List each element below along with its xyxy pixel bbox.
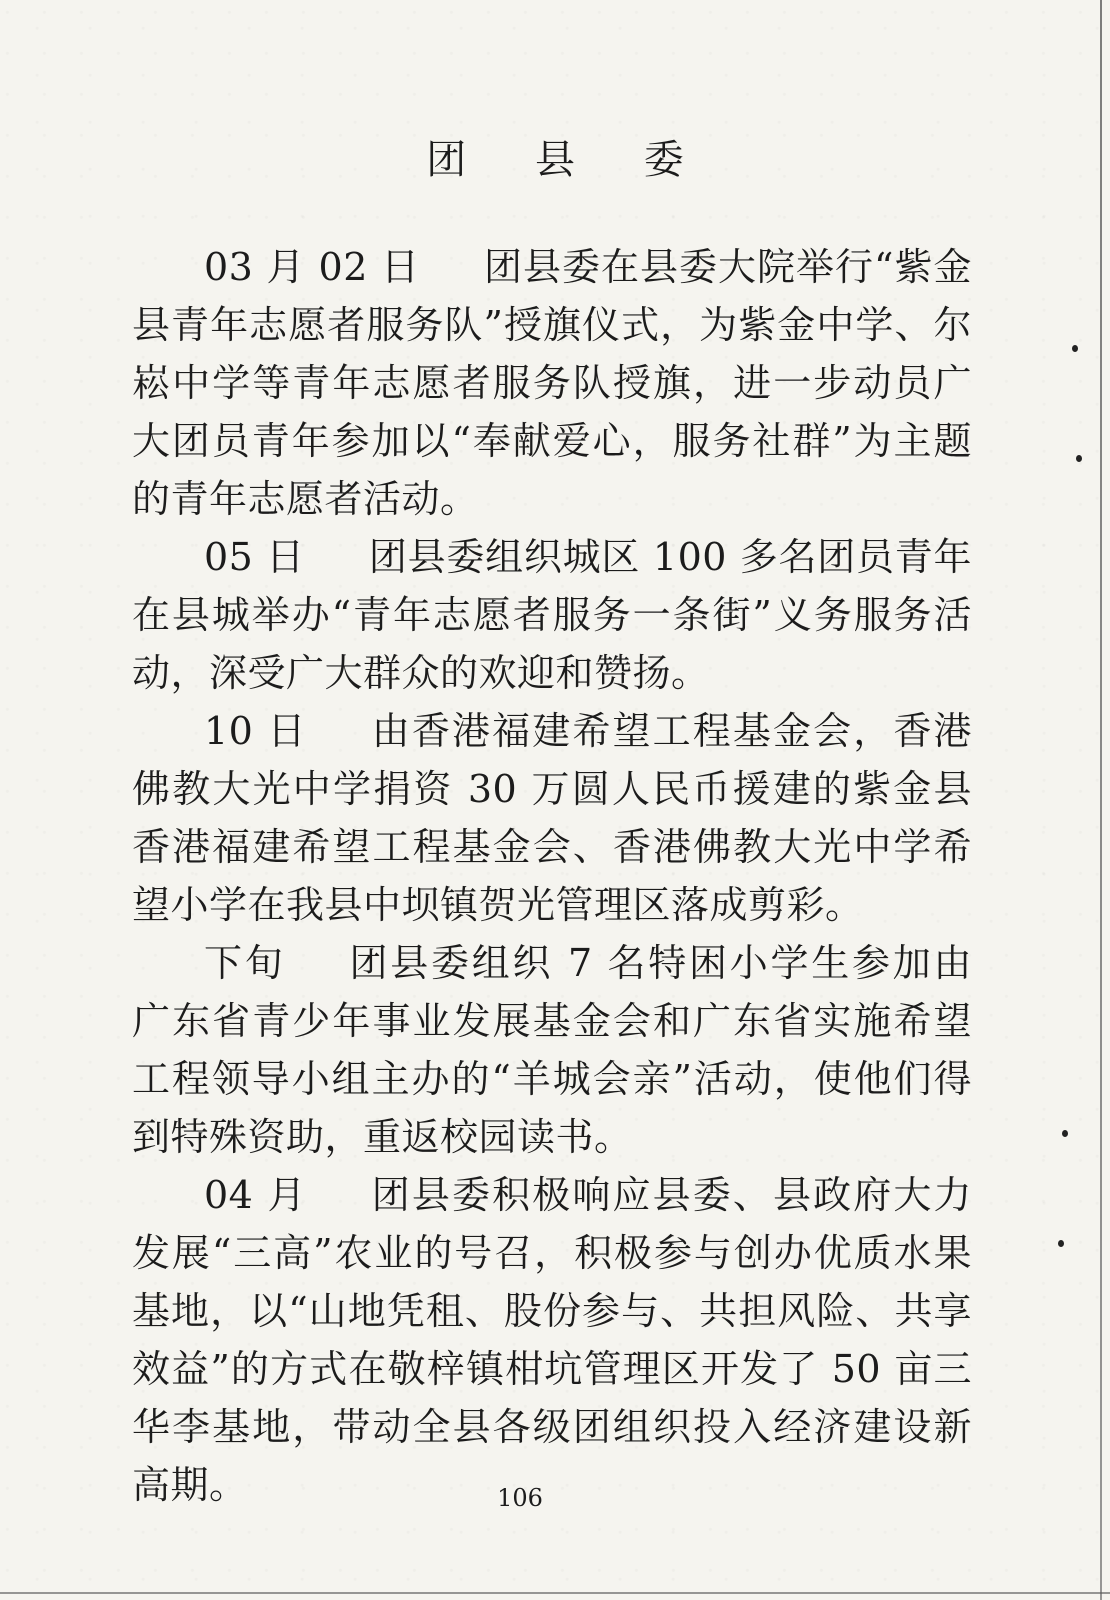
scan-speck <box>1072 345 1078 352</box>
chronicle-body <box>132 238 972 1514</box>
entry-1 <box>132 238 972 528</box>
entry-date: 下旬 <box>204 941 286 985</box>
entry-date: 05 日 <box>204 535 305 579</box>
entry-text: 由香港福建希望工程基金会，香港佛教大光中学捐资 30 万圆人民币援建的紫金县香港福建希望工程基金会、香港佛教大光中学希望小学在我县中坝镇贺光管理区落成剪彩。 <box>132 709 972 927</box>
scan-speck <box>1076 455 1082 462</box>
entry-text: 团县委在县委大院举行“紫金县青年志愿者服务队”授旗仪式，为紫金中学、尔崧中学等青年志愿者服务队授旗，进一步动员广大团员青年参加以“奉献爱心，服务社群”为主题的青年志愿者活动。 <box>132 245 972 521</box>
entry-4 <box>132 934 972 1166</box>
entry-date: 10 日 <box>204 709 308 753</box>
entry-date: 03 月 02 日 <box>204 245 420 289</box>
scan-bottom-line <box>0 1592 1110 1594</box>
entry-3 <box>132 702 972 934</box>
scan-speck <box>1058 1240 1064 1247</box>
entry-date: 04 月 <box>204 1173 308 1217</box>
scan-edge-line <box>1100 0 1102 1600</box>
entry-text: 团县委组织城区 100 多名团员青年在县城举办“青年志愿者服务一条街”义务服务活动，深受广大群众的欢迎和赞扬。 <box>132 535 972 695</box>
entry-5 <box>132 1166 972 1514</box>
entry-text: 团县委积极响应县委、县政府大力发展“三高”农业的号召，积极参与创办优质水果基地，以“山地凭租、股份参与、共担风险、共享效益”的方式在敬梓镇柑坑管理区开发了 50 亩三华李基地，带动全县各级团组织投入经济建设新高期。 <box>132 1173 972 1507</box>
entry-text: 团县委组织 7 名特困小学生参加由广东省青少年事业发展基金会和广东省实施希望工程领导小组主办的“羊城会亲”活动，使他们得到特殊资助，重返校园读书。 <box>132 941 972 1159</box>
page-number: 106 <box>497 1484 543 1512</box>
page-title: 团 县 委 <box>426 137 712 183</box>
scan-speck <box>1062 1130 1068 1137</box>
entry-2 <box>132 528 972 702</box>
